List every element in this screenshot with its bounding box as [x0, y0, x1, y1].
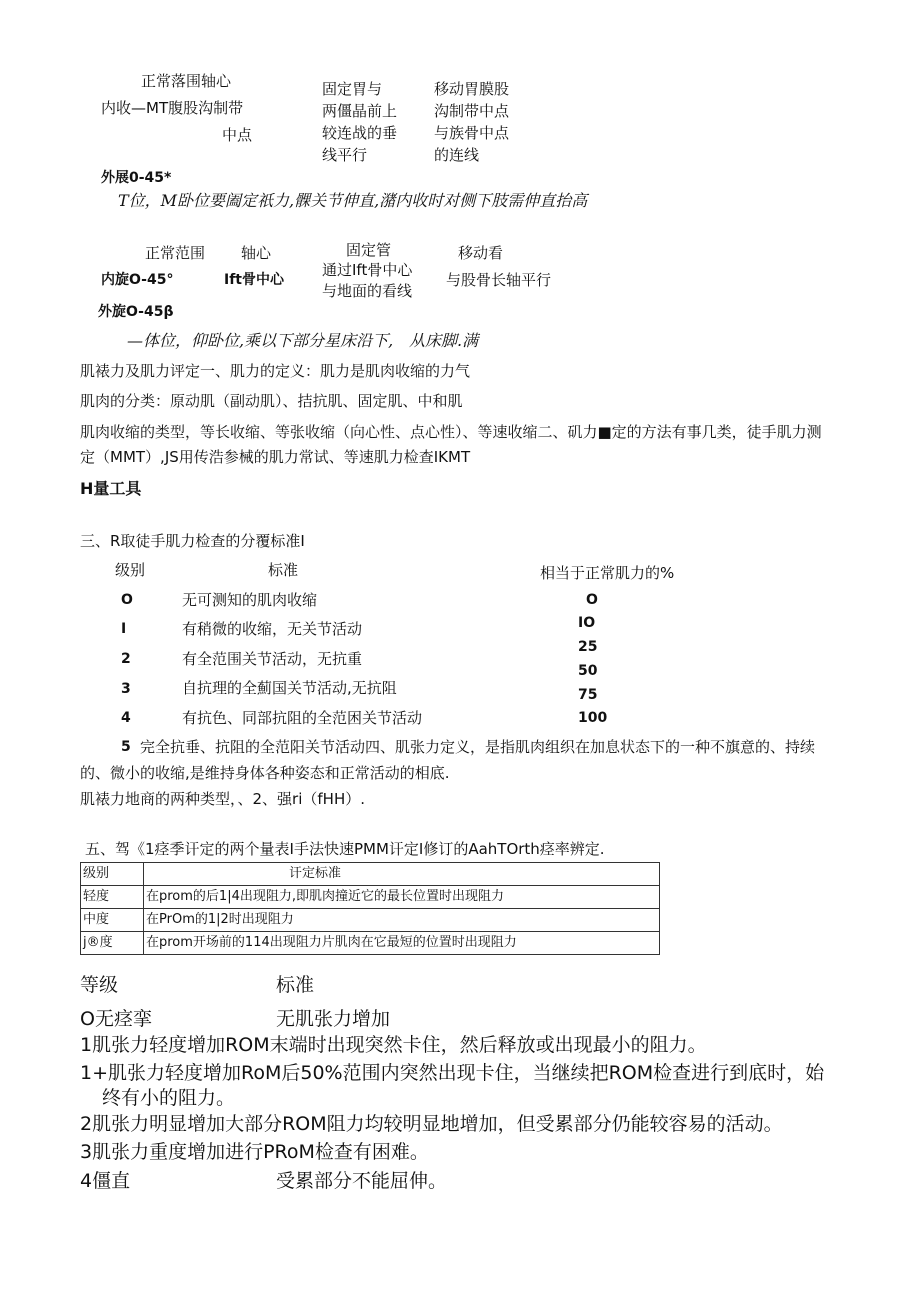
internal-rotation-cut-moving: 与股骨长轴平行 [446, 271, 552, 289]
adduction-moving-arm-line-3: 与族骨中点 [434, 124, 510, 142]
external-rotation-label: 外旋O-45β [98, 304, 174, 320]
table-row [81, 932, 660, 955]
table-row [81, 886, 660, 909]
ashworth-row-0-grade: O无痉挛 [80, 1008, 152, 1030]
mmt-row-4-standard: 有抗色、同部抗阻的全范困关节活动 [182, 709, 423, 727]
adduction-fixed-arm-line-4: 线平行 [322, 146, 368, 164]
mmt-title: 三、R取徒手肌力检查的分覆标准I [80, 532, 305, 550]
external-rotation-note-a: —体位，仰卧位,乘以下部分星床沿下, [127, 331, 394, 350]
ashworth-header-grade: 等级 [80, 974, 119, 996]
mmt-row-0-standard: 无可测知的肌肉收缩 [182, 591, 318, 609]
adduction-moving-arm-line-4: 的连线 [434, 146, 480, 164]
mmt-row-5-text-line-1: 完全抗垂、抗阻的全范阳关节活动四、肌张力定义，是指肌肉组织在加息状态下的一种不旗意的、持续 [140, 738, 816, 756]
internal-rotation-cut-axis: Ift骨中心 [224, 272, 284, 288]
adduction-fixed-arm-line-3: 较连战的垂 [322, 124, 398, 142]
spasticity-title: 五、驾《1痉季讦定的两个量表I手法快速PMM讦定I修订的AahTOrth痉率辨定. [85, 840, 605, 858]
ashworth-row-1plus-line-2: 终有小的阻力。 [102, 1087, 236, 1109]
heading-tools: H量工具 [80, 479, 142, 498]
rotation-header-axis: 轴心 [241, 244, 272, 262]
spasticity-header-grade: 级别 [81, 863, 144, 886]
ashworth-row-4-grade: 4僵直 [80, 1170, 131, 1192]
ashworth-row-1: 1肌张力轻度增加ROM末端时出现突然卡住，然后释放或出现最小的阻力。 [80, 1034, 707, 1056]
adduction-range-header: 正常落围轴心 [141, 72, 232, 90]
mmt-col-grade: 级别 [115, 561, 146, 579]
mmt-row-0-grade: O [121, 592, 133, 608]
ashworth-header-standard: 标准 [276, 974, 315, 996]
mmt-row-3-grade: 3 [121, 681, 131, 697]
spasticity-table [80, 862, 660, 955]
mmt-row-2-grade: 2 [121, 651, 131, 667]
table-row [81, 863, 660, 886]
ashworth-row-3: 3肌张力重度增加进行PRoM检查有困难。 [80, 1141, 429, 1163]
rotation-fixed-line-1: 通过Ift骨中心 [322, 261, 413, 279]
ashworth-row-1plus-line-1: 1+肌张力轻度增加RoM后50%范围内突然出现卡住，当继续把ROM检查进行到底时，始 [80, 1062, 825, 1084]
mmt-row-3-percent: 50 [578, 663, 598, 679]
paragraph-muscle-classification: 肌肉的分类：原动肌（副动肌）、拮抗肌、固定肌、中和肌 [80, 392, 463, 410]
mmt-row-0-percent: O [586, 592, 598, 608]
adduction-moving-arm-line-2: 沟制带中点 [434, 102, 510, 120]
ashworth-row-4-standard: 受累部分不能屈伸。 [276, 1170, 448, 1192]
mmt-row-4-grade: 4 [121, 710, 131, 726]
adduction-fixed-arm-line-2: 两僵晶前上 [322, 102, 398, 120]
mmt-row-2-standard: 有全范围关节活动，无抗重 [182, 650, 363, 668]
mmt-row-5-percent: 100 [578, 710, 608, 726]
spasticity-row-0-standard: 在prom的后1|4出现阻力,即肌肉撞近它的最长位置时出现阻力 [144, 886, 660, 909]
adduction-fixed-arm-line-1: 固定胃与 [322, 80, 383, 98]
mmt-row-1-grade: I [121, 621, 127, 637]
mmt-row-5-text-line-2: 的、微小的收缩,是维持身体各种姿态和正常活动的相底. [80, 764, 450, 782]
rotation-header-fixed: 固定管 [346, 241, 392, 259]
mmt-row-4-percent: 75 [578, 687, 598, 703]
paragraph-contraction-types-line-1: 肌肉收缩的类型，等长收缩、等张收缩（向心性、点心性）、等速收缩二、矶力■定的方法有事几类，徒手肌力测 [80, 423, 822, 441]
ashworth-row-2: 2肌张力明显增加大部分ROM阻力均较明显地增加，但受累部分仍能较容易的活动。 [80, 1113, 783, 1135]
mmt-row-2-percent: 25 [578, 639, 598, 655]
internal-rotation-cut-range: 内旋O-45° [101, 272, 174, 288]
spasticity-row-2-standard: 在prom开场前的114出现阻力片肌肉在它最短的位置时出现阻力 [144, 932, 660, 955]
adduction-axis-text: 内收—MT腹股沟制带 [101, 99, 244, 117]
abduction-label: 外展0-45* [101, 170, 172, 186]
mmt-row-1-percent: IO [578, 615, 596, 631]
mmt-row-1-standard: 有稍微的收缩，无关节活动 [182, 620, 363, 638]
mmt-col-standard: 标准 [268, 561, 299, 579]
mmt-row-3-standard: 自抗理的全薊国关节活动,无抗阻 [182, 679, 397, 697]
adduction-moving-arm-line-1: 移动胃膜股 [434, 80, 510, 98]
ashworth-row-0-standard: 无肌张力增加 [276, 1008, 391, 1030]
spasticity-row-2-grade: j®度 [81, 932, 144, 955]
external-rotation-note-b: 从床脚.满 [409, 331, 479, 350]
mmt-row-5-grade: 5 [121, 739, 131, 755]
rotation-header-moving: 移动看 [458, 244, 504, 262]
abduction-note: T位，M卧位要阖定祇力,髁关节伸直,潴内收时对侧下肢需伸直抬高 [118, 191, 588, 210]
spasticity-header-standard: 讦定标准 [144, 863, 660, 886]
adduction-axis-text-2: 中点 [222, 126, 253, 144]
spasticity-row-1-standard: 在PrOm的1|2时出现阻力 [144, 909, 660, 932]
spasticity-row-1-grade: 中度 [81, 909, 144, 932]
muscle-tone-types: 肌裱力地商的两种类型，、2、强ri（fHH）. [80, 790, 365, 808]
mmt-col-percent: 相当于正常肌力的% [540, 564, 675, 582]
spasticity-row-0-grade: 轻度 [81, 886, 144, 909]
table-row [81, 909, 660, 932]
paragraph-contraction-types-line-2: 定（MMT）,JS用传浩参械的肌力常试、等速肌力检查IKMT [80, 448, 471, 466]
paragraph-muscle-strength-definition: 肌裱力及肌力评定一、肌力的定义：肌力是肌肉收缩的力气 [80, 362, 471, 380]
rotation-fixed-line-2: 与地面的看线 [322, 282, 413, 300]
rotation-header-range: 正常范围 [145, 244, 206, 262]
